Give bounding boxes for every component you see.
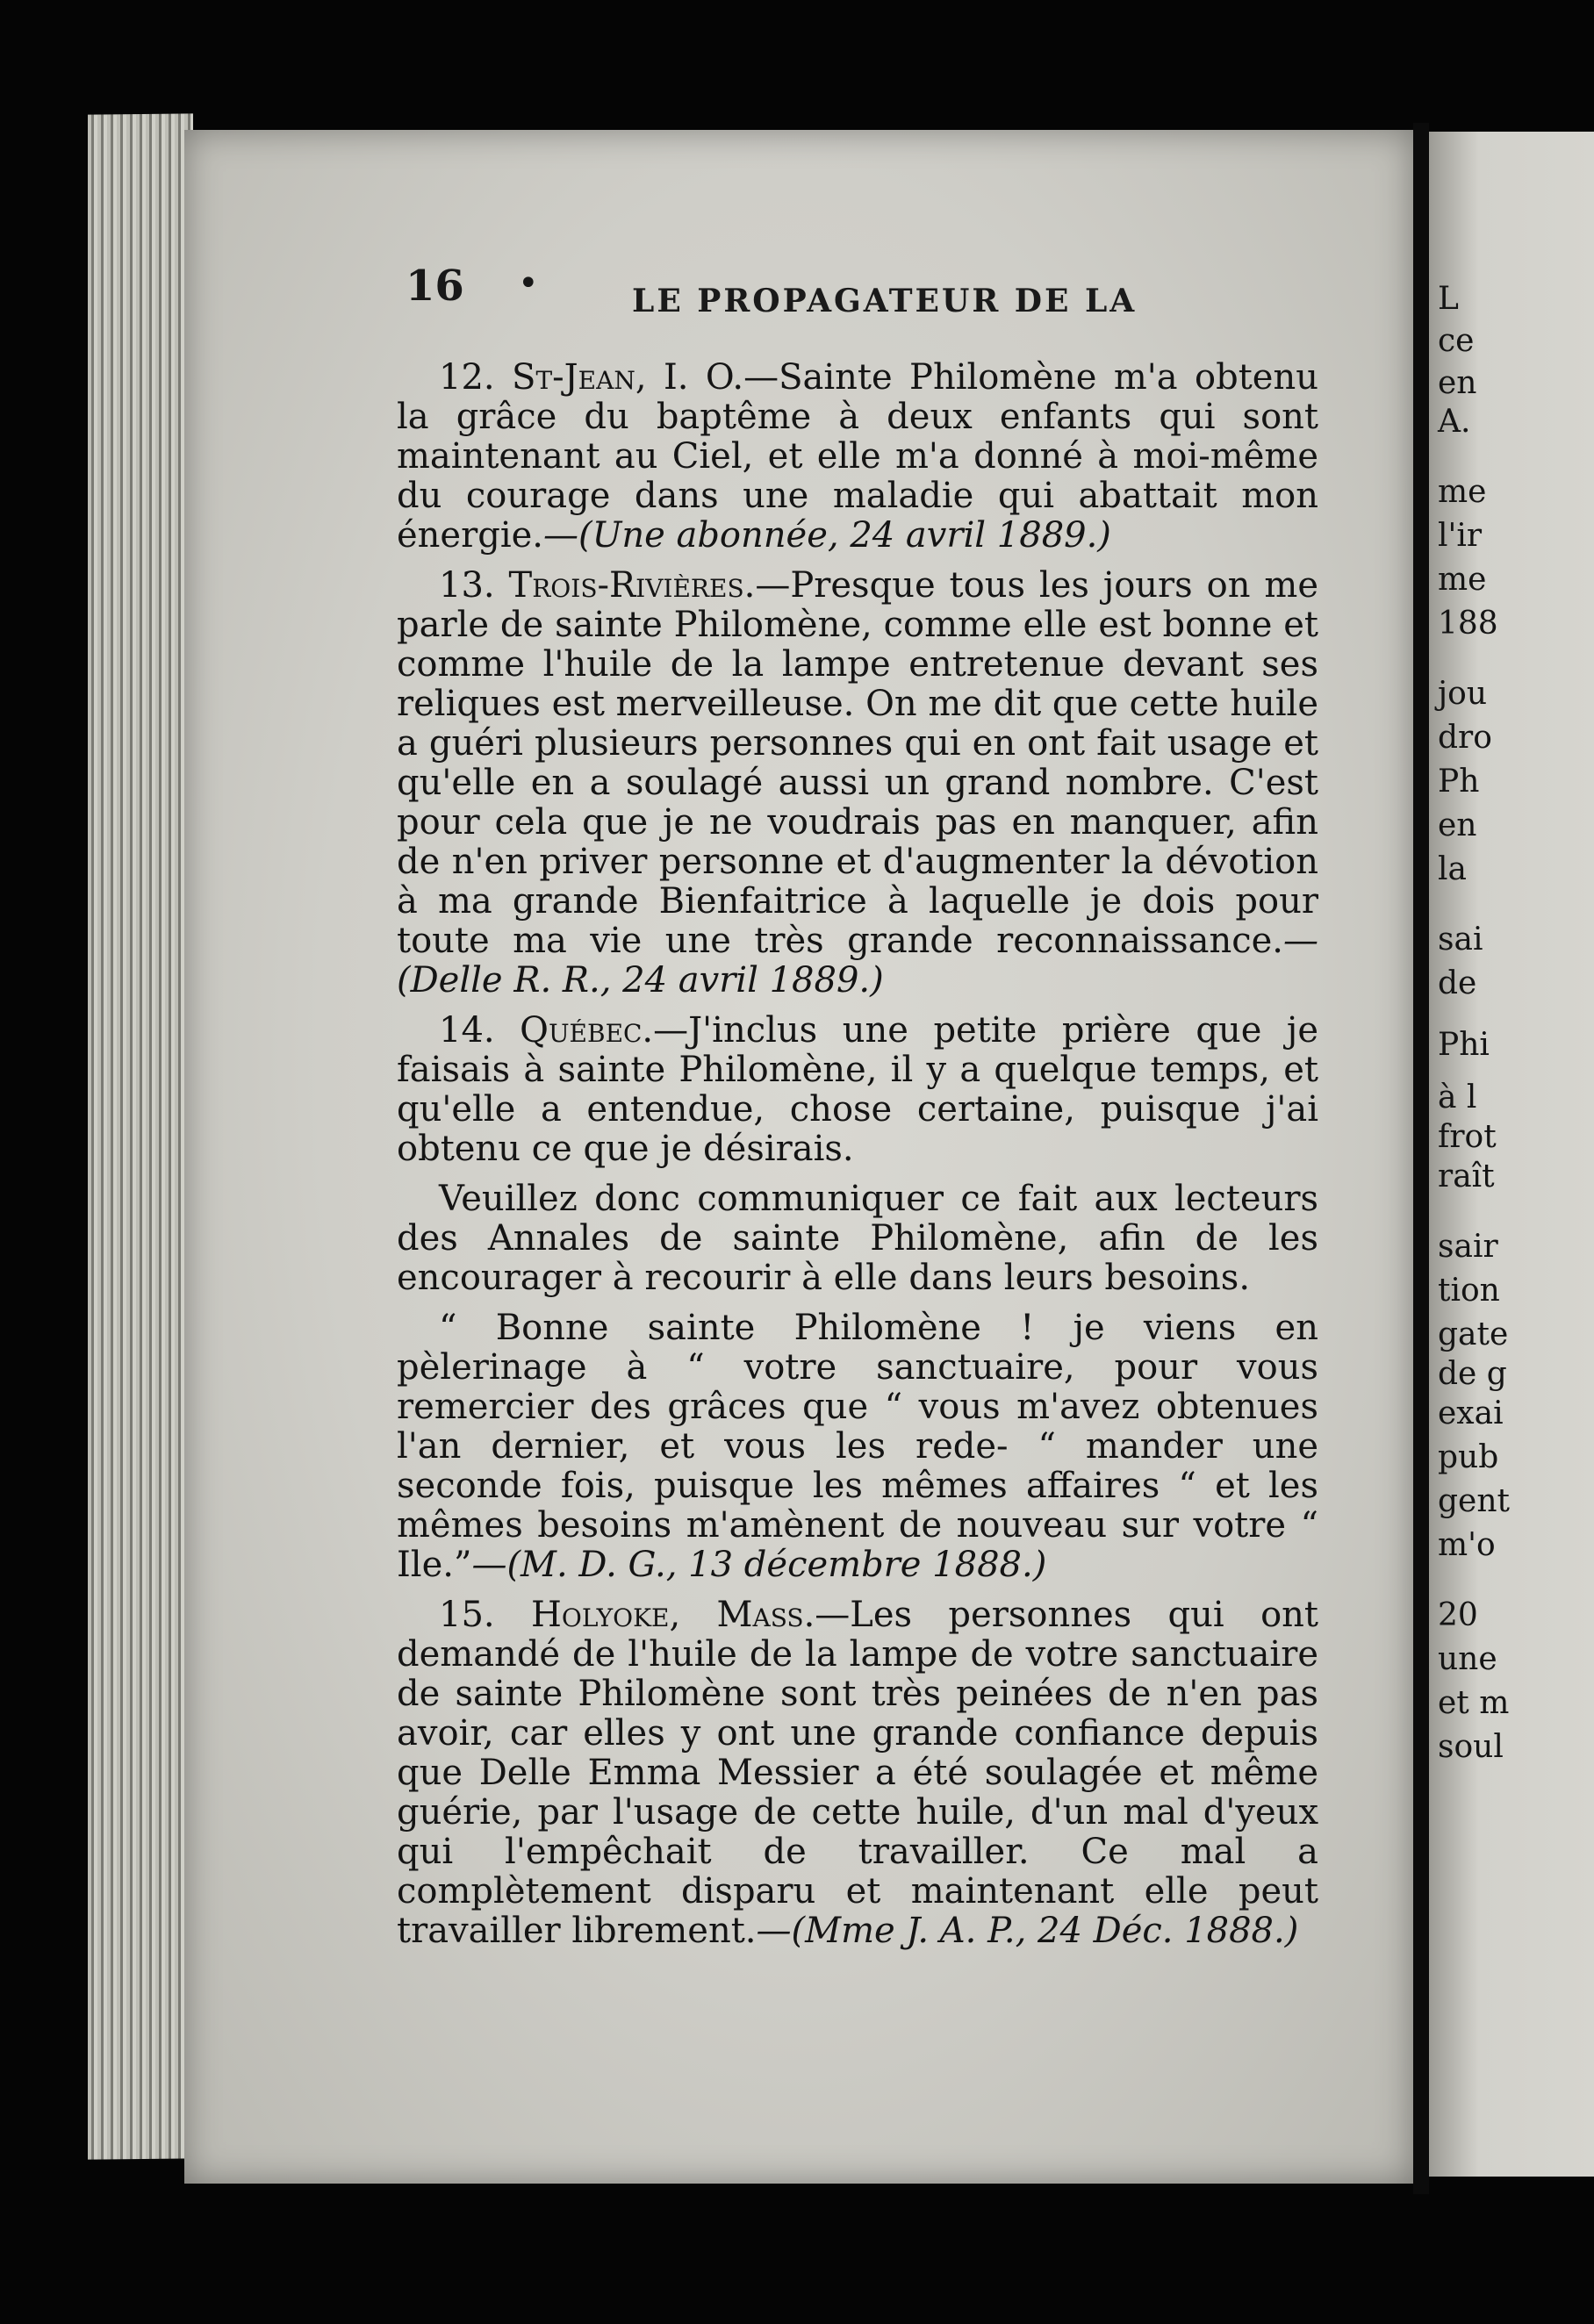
entry-number: 15. — [439, 1595, 495, 1635]
facing-page-fragment: sai — [1438, 922, 1483, 958]
facing-page-fragment: la — [1438, 851, 1467, 887]
facing-page-fragment: l'ir — [1438, 518, 1483, 554]
facing-page-fragment: pub — [1438, 1439, 1499, 1475]
facing-page-fragment: en — [1438, 365, 1477, 401]
header-bullet: • — [518, 263, 539, 304]
entry-number: 14. — [439, 1010, 495, 1051]
facing-page — [1429, 132, 1594, 2177]
entry-signature: —(Une abonnée, 24 avril 1889.) — [543, 515, 1111, 556]
entry-text: “ Bonne sainte Philomène ! je viens en pèlerinage à “ votre sanctuaire, pour vous remercier des grâces que “ vous m'avez obtenues l'an dernier, et vous les rede- “ mander une seconde fois, puisque les mêmes affaires “ et les mêmes besoins m'amènent de nouveau sur votre “ Ile.” — [397, 1308, 1318, 1585]
facing-page-fragment: sair — [1438, 1229, 1498, 1265]
entry-place: Québec. — [520, 1010, 654, 1051]
facing-page-fragment: gent — [1438, 1483, 1511, 1519]
page-stack-edge — [88, 113, 193, 2159]
facing-page-fragment: Phi — [1438, 1027, 1490, 1063]
facing-page-fragment: jou — [1438, 676, 1488, 712]
entry-text: —J'inclus une petite prière que je faisais à sainte Philomène, il y a quelque temps, et qu'elle a entendue, chose certaine, puisque j'ai obtenu ce que je désirais. — [397, 1010, 1319, 1169]
page-number: 16 — [406, 262, 464, 311]
entry-place: Holyoke, Mass. — [531, 1595, 815, 1635]
facing-page-fragment: A. — [1438, 404, 1471, 440]
entry-signature: —(Delle R. R., 24 avril 1889.) — [397, 921, 1318, 1001]
facing-page-fragment: me — [1438, 562, 1487, 598]
entry-text: Veuillez donc communiquer ce fait aux lecteurs des Annales de sainte Philomène, afin de les encourager à recourir à elle dans leurs besoins. — [397, 1179, 1318, 1298]
facing-page-fragment: 20 — [1438, 1597, 1478, 1633]
page-body — [397, 358, 1318, 1962]
facing-page-fragment: une — [1438, 1641, 1497, 1677]
entry-14-prayer — [397, 1309, 1318, 1585]
facing-page-fragment: soul — [1438, 1729, 1504, 1765]
facing-page-fragment: me — [1438, 474, 1487, 510]
facing-page-fragment: tion — [1438, 1273, 1500, 1309]
entry-text: —Presque tous les jours on me parle de sainte Philomène, comme elle est bonne et comme l'huile de la lampe entretenue devant ses reliques est merveilleuse. On me dit que cette huile a guéri plusieurs personnes qui en ont fait usage et qu'elle en a soulagé aussi un grand nombre. C'est pour cela que je ne voudrais pas en manquer, afin de n'en priver personne et d'augmenter la dévotion à ma grande Bienfaitrice à laquelle je dois pour toute ma vie une très grande reconnaissance. — [397, 565, 1318, 961]
entry-14 — [397, 1011, 1318, 1169]
facing-page-fragment: ce — [1438, 323, 1475, 359]
facing-page-fragment: en — [1438, 807, 1477, 843]
entry-text: —Sainte Philomène m'a obtenu la grâce du baptême à deux enfants qui sont maintenant au Ciel, et elle m'a donné à moi-même du courage dans une maladie qui abattait mon énergie. — [397, 357, 1318, 556]
facing-page-fragment: à l — [1438, 1080, 1477, 1115]
entry-text: —Les personnes qui ont demandé de l'huile de la lampe de votre sanctuaire de sainte Philomène sont très peinées de n'en pas avoir, car elles y ont une grande confiance depuis que Delle Emma Messier a été soulagée et même guérie, par l'usage de cette huile, d'un mal d'yeux qui l'empêchait de travailler. Ce mal a complètement disparu et maintenant elle peut travailler librement. — [397, 1595, 1318, 1951]
entry-number: 12. — [439, 357, 495, 398]
facing-page-fragment: et m — [1438, 1685, 1510, 1721]
facing-page-fragment: dro — [1438, 720, 1492, 756]
entry-12 — [397, 358, 1318, 556]
facing-page-fragment: de g — [1438, 1356, 1507, 1392]
facing-page-fragment: m'o — [1438, 1527, 1496, 1563]
book-gutter — [1413, 123, 1429, 2194]
entry-place: St-Jean, I. O. — [512, 357, 744, 398]
entry-number: 13. — [439, 565, 495, 606]
entry-15 — [397, 1596, 1318, 1951]
facing-page-fragment: Ph — [1438, 764, 1480, 800]
entry-signature: —(Mme J. A. P., 24 Déc. 1888.) — [756, 1911, 1299, 1951]
facing-page-fragment: de — [1438, 965, 1477, 1001]
facing-page-fragment: raît — [1438, 1158, 1495, 1194]
entry-13 — [397, 566, 1318, 1001]
entry-14-continued — [397, 1180, 1318, 1298]
running-title: LE PROPAGATEUR DE LA — [632, 283, 1138, 319]
facing-page-fragment: L — [1438, 281, 1459, 317]
entry-signature: —(M. D. G., 13 décembre 1888.) — [471, 1545, 1047, 1585]
facing-page-fragment: exai — [1438, 1395, 1504, 1431]
entry-place: Trois-Rivières. — [508, 565, 756, 606]
facing-page-fragment: frot — [1438, 1119, 1497, 1155]
facing-page-fragment: 188 — [1438, 606, 1498, 642]
facing-page-fragment: gate — [1438, 1316, 1509, 1352]
